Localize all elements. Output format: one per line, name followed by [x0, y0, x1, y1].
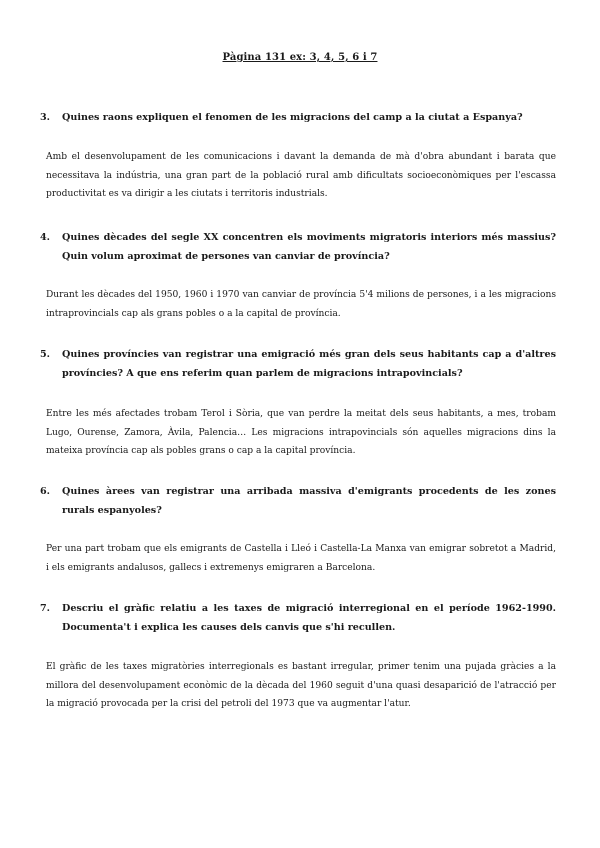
question-text: Quines dècades del segle XX concentren els moviments migratoris interiors més massius? Quin volum aproximat de persones van canviar de província? — [62, 232, 556, 262]
question-number: 3. — [40, 112, 51, 123]
question-number: 4. — [40, 232, 51, 243]
question-7 — [40, 599, 556, 637]
question-text: Quines províncies van registrar una emigració més gran dels seus habitants cap a d'altres províncies? A que ens referim quan parlem de migracions intrapovincials? — [62, 349, 556, 379]
question-number: 5. — [40, 349, 51, 360]
question-3 — [40, 108, 556, 127]
question-text: Quines àrees van registrar una arribada massiva d'emigrants procedents de les zones rurals espanyoles? — [62, 486, 556, 516]
question-4 — [40, 228, 556, 266]
answer-5: Entre les més afectades trobam Terol i Sòria, que van perdre la meitat dels seus habitants, a mes, trobam Lugo, Ourense, Zamora, Àvila, Palencia… Les migracions intrapovincials són aquelles migracions dins la mateixa província cap als pobles grans o cap a la capital província. — [46, 409, 556, 456]
question-5 — [40, 345, 556, 383]
answer-4: Durant les dècades del 1950, 1960 i 1970 van canviar de província 5'4 milions de persones, i a les migracions intraprovincials cap als grans pobles o a la capital de província. — [46, 290, 556, 319]
answer-3: Amb el desenvolupament de les comunicacions i davant la demanda de mà d'obra abundant i barata que necessitava la indústria, una gran part de la població rural amb dificultats socioeconòmiques per l'escassa productivitat es va dirigir a les ciutats i territoris industrials. — [46, 152, 556, 199]
question-number: 7. — [40, 603, 51, 614]
question-text: Quines raons expliquen el fenomen de les migracions del camp a la ciutat a Espanya? — [62, 112, 523, 123]
answer-7: El gràfic de les taxes migratòries interregionals es bastant irregular, primer tenim una pujada gràcies a la millora del desenvolupament econòmic de la dècada del 1960 seguit d'una quasi desaparició de l'atracció per la migració provocada per la crisi del petroli del 1973 que va augmentar l'atur. — [46, 662, 556, 709]
answer-6: Per una part trobam que els emigrants de Castella i Lleó i Castella-La Manxa van emigrar sobretot a Madrid, i els emigrants andalusos, gallecs i extremenys emigraren a Barcelona. — [46, 544, 556, 573]
question-text: Descriu el gràfic relatiu a les taxes de migració interregional en el període 1962-1990. Documenta't i explica les causes dels canvis que s'hi recullen. — [62, 603, 556, 633]
page-title: Pàgina 131 ex: 3, 4, 5, 6 i 7 — [222, 52, 378, 63]
question-number: 6. — [40, 486, 51, 497]
question-6 — [40, 482, 556, 520]
